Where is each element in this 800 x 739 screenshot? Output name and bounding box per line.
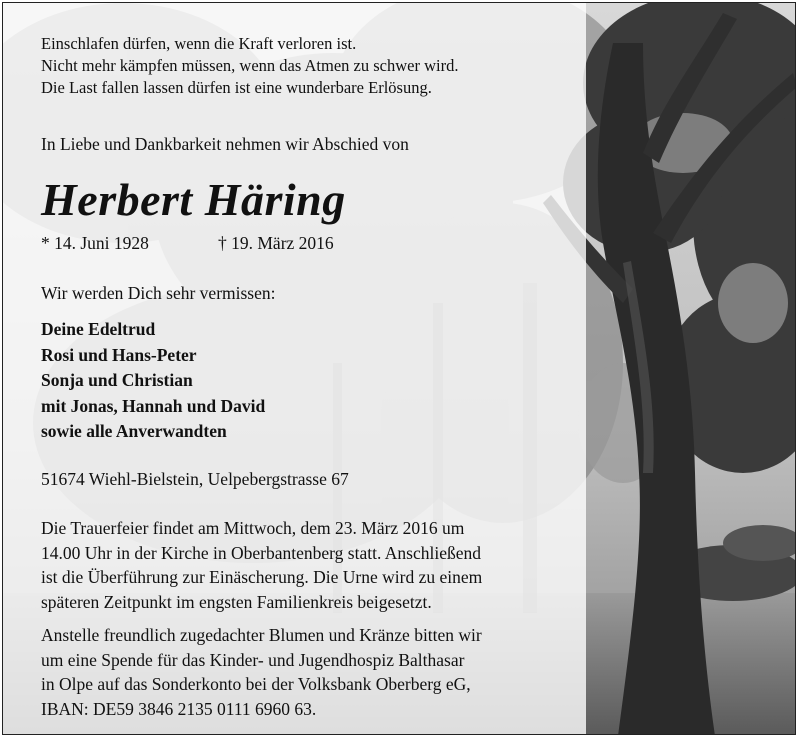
donation-line: IBAN: DE59 3846 2135 0111 6960 63. [41, 698, 317, 719]
donation-line: Anstelle freundlich zugedachter Blumen und Kränze bitten wir [41, 625, 482, 645]
family-line: Sonja und Christian [41, 370, 193, 390]
miss-text: Wir werden Dich sehr vermissen: [41, 283, 276, 303]
donation-info [41, 623, 482, 721]
donation-line: um eine Spende für das Kinder- und Jugendhospiz Balthasar [41, 649, 465, 670]
obituary-notice [2, 2, 796, 735]
funeral-line: Die Trauerfeier findet am Mittwoch, dem 23. März 2016 um [41, 518, 465, 538]
poem-line: Die Last fallen lassen dürfen ist eine wunderbare Erlösung. [41, 78, 432, 97]
poem-line: Nicht mehr kämpfen müssen, wenn das Atmen zu schwer wird. [41, 56, 459, 75]
funeral-info [41, 516, 482, 614]
poem [41, 33, 458, 99]
family-line: mit Jonas, Hannah und David [41, 395, 266, 416]
funeral-line: späteren Zeitpunkt im engsten Familienkreis beigesetzt. [41, 591, 432, 612]
birth-date: * 14. Juni 1928 [41, 233, 149, 253]
life-dates [41, 233, 334, 254]
address: 51674 Wiehl-Bielstein, Uelpebergstrasse 67 [41, 469, 349, 489]
text-panel [3, 3, 586, 735]
intro-text: In Liebe und Dankbarkeit nehmen wir Abschied von [41, 134, 409, 154]
family-line: Deine Edeltrud [41, 319, 156, 339]
funeral-line: ist die Überführung zur Einäscherung. Die Urne wird zu einem [41, 567, 483, 587]
family-line: sowie alle Anverwandten [41, 421, 227, 441]
funeral-line: 14.00 Uhr in der Kirche in Oberbantenberg statt. Anschließend [41, 542, 481, 563]
donation-line: in Olpe auf das Sonderkonto bei der Volksbank Oberberg eG, [41, 674, 471, 694]
deceased-name: Herbert Häring [41, 174, 346, 225]
death-date: † 19. März 2016 [218, 233, 334, 253]
family-line: Rosi und Hans-Peter [41, 344, 197, 365]
family-list [41, 317, 265, 445]
poem-line: Einschlafen dürfen, wenn die Kraft verloren ist. [41, 34, 357, 53]
